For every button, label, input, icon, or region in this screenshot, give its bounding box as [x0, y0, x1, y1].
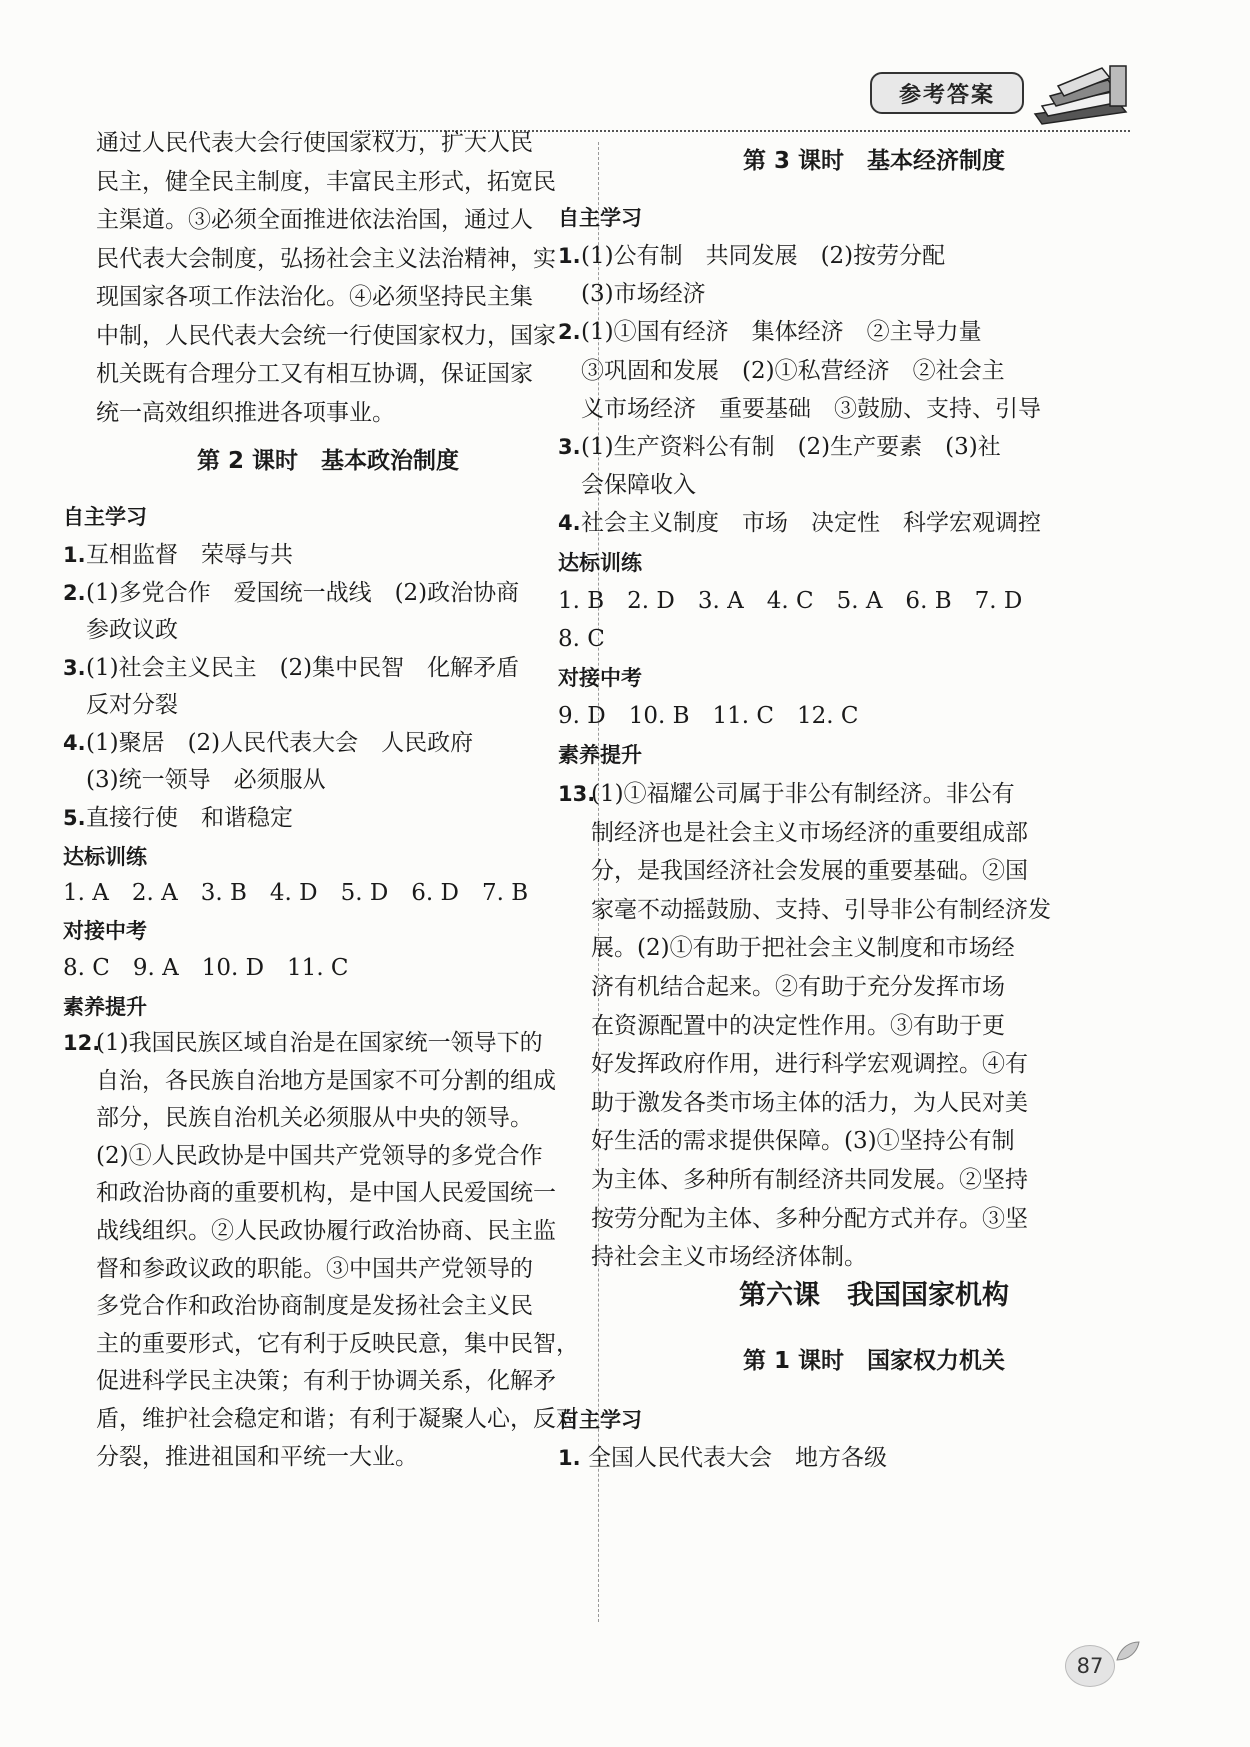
- item-text: 义市场经济 重要基础 ③鼓励、支持、引导: [581, 395, 1041, 422]
- q13-line: 制经济也是社会主义市场经济的重要组成部: [591, 819, 1028, 846]
- item-text: (1)多党合作 爱国统一战线 (2)政治协商: [86, 579, 520, 606]
- q13-line: 家毫不动摇鼓励、支持、引导非公有制经济发: [591, 896, 1051, 923]
- q12-line: 多党合作和政治协商制度是发扬社会主义民: [96, 1293, 533, 1320]
- section-zizhu-left: 自主学习: [63, 505, 147, 529]
- section-suyang-left: 素养提升: [63, 995, 147, 1019]
- item-text: 会保障收入: [581, 472, 696, 499]
- item-number: 5.: [63, 805, 86, 830]
- lesson2-title: 第 2 课时 基本政治制度: [196, 448, 460, 474]
- dabiao-answers-right-2: 8. C: [558, 626, 605, 652]
- item-text: 直接行使 和谐稳定: [86, 804, 293, 831]
- q13-line: 好发挥政府作用，进行科学宏观调控。④有: [591, 1051, 1028, 1078]
- q13-line: 为主体、多种所有制经济共同发展。②坚持: [591, 1167, 1028, 1193]
- duijie-answers-left: 8. C 9. A 10. D 11. C: [63, 955, 349, 981]
- q13-number: 13.: [558, 782, 596, 806]
- section-suyang-right: 素养提升: [558, 743, 642, 767]
- item-number: 1.: [63, 543, 86, 567]
- last-item-text: 全国人民代表大会 地方各级: [588, 1445, 887, 1471]
- leaf-icon: [1115, 1640, 1141, 1662]
- q12-line: 部分，民族自治机关必须服从中央的领导。: [96, 1105, 533, 1132]
- page-number: 87: [1065, 1645, 1115, 1687]
- item-number: 4.: [558, 511, 581, 536]
- item-number: 3.: [63, 655, 86, 680]
- answer-key-badge: 参考答案: [870, 72, 1024, 114]
- item-text: 互相监督 荣辱与共: [86, 542, 293, 568]
- last-item-number: 1.: [558, 1446, 581, 1470]
- item-text: (1)生产资料公有制 (2)生产要素 (3)社: [581, 434, 1001, 460]
- section-dabiao-left: 达标训练: [63, 845, 147, 869]
- section-dabiao-right: 达标训练: [558, 551, 642, 575]
- item-text: (3)市场经济: [581, 281, 706, 308]
- q13-line: 持社会主义市场经济体制。: [591, 1244, 867, 1271]
- item-text: (1)社会主义民主 (2)集中民智 化解矛盾: [86, 654, 520, 681]
- q13-line: 济有机结合起来。②有助于充分发挥市场: [591, 974, 1005, 1000]
- lesson3-title: 第 3 课时 基本经济制度: [742, 148, 1006, 174]
- lesson1-title: 第 1 课时 国家权力机关: [742, 1348, 1006, 1374]
- item-number: 2.: [63, 580, 86, 605]
- q13-line: 在资源配置中的决定性作用。③有助于更: [591, 1012, 1005, 1039]
- duijie-answers-right: 9. D 10. B 11. C 12. C: [558, 703, 859, 729]
- item-number: 4.: [63, 730, 86, 755]
- item-text: ③巩固和发展 (2)①私营经济 ②社会主: [581, 357, 1005, 384]
- item-text: (1)①国有经济 集体经济 ②主导力量: [581, 319, 982, 346]
- item-text: 参政议政: [86, 617, 178, 643]
- item-text: 社会主义制度 市场 决定性 科学宏观调控: [581, 510, 1041, 537]
- q13-line: 好生活的需求提供保障。(3)①坚持公有制: [591, 1128, 1015, 1155]
- q13-line: (1)①福耀公司属于非公有制经济。非公有: [591, 781, 1015, 807]
- dabiao-answers-right-1: 1. B 2. D 3. A 4. C 5. A 6. B 7. D: [558, 588, 1023, 614]
- item-number: 3.: [558, 435, 581, 459]
- section-zizhu-right-2: 自主学习: [558, 1408, 642, 1432]
- item-text: 反对分裂: [86, 692, 178, 718]
- q13-line: 助于激发各类市场主体的活力，为人民对美: [591, 1089, 1028, 1116]
- text-line: 现国家各项工作法治化。④必须坚持民主集: [96, 284, 533, 310]
- item-number: 2.: [558, 320, 581, 345]
- q12-line: 分裂，推进祖国和平统一大业。: [96, 1443, 418, 1470]
- text-line: 机关既有合理分工又有相互协调，保证国家: [96, 361, 533, 387]
- q13-line: 展。(2)①有助于把社会主义制度和市场经: [591, 935, 1015, 962]
- q12-line: 盾，维护社会稳定和谐；有利于凝聚人心，反对: [96, 1406, 579, 1432]
- section-duijie-left: 对接中考: [63, 919, 147, 943]
- q12-line: 战线组织。②人民政协履行政治协商、民主监: [96, 1218, 556, 1244]
- books-icon: [1030, 62, 1130, 126]
- q12-line: (2)①人民政协是中国共产党领导的多党合作: [96, 1142, 543, 1169]
- text-line: 主渠道。③必须全面推进依法治国，通过人: [96, 207, 533, 233]
- q12-line: 督和参政议政的职能。③中国共产党领导的: [96, 1255, 533, 1282]
- item-text: (3)统一领导 必须服从: [86, 767, 326, 793]
- q12-line: 自治，各民族自治地方是国家不可分割的组成: [96, 1067, 556, 1094]
- q12-line: 主的重要形式，它有利于反映民意，集中民智，: [96, 1330, 579, 1357]
- text-line: 通过人民代表大会行使国家权力，扩大人民: [96, 130, 533, 156]
- dabiao-answers-left: 1. A 2. A 3. B 4. D 5. D 6. D 7. B: [63, 880, 529, 906]
- text-line: 中制，人民代表大会统一行使国家权力，国家: [96, 322, 556, 349]
- chapter6-title: 第六课 我国国家机构: [739, 1280, 1009, 1311]
- item-text: (1)公有制 共同发展 (2)按劳分配: [581, 243, 946, 269]
- text-line: 民代表大会制度，弘扬社会主义法治精神，实: [96, 245, 556, 272]
- item-number: 1.: [558, 244, 581, 268]
- q13-line: 分，是我国经济社会发展的重要基础。②国: [591, 858, 1028, 885]
- q12-line: 促进科学民主决策；有利于协调关系，化解矛: [96, 1368, 556, 1395]
- q12-line: 和政治协商的重要机构，是中国人民爱国统一: [96, 1180, 556, 1207]
- q13-line: 按劳分配为主体、多种分配方式并存。③坚: [591, 1205, 1028, 1232]
- section-duijie-right: 对接中考: [558, 666, 642, 690]
- section-zizhu-right: 自主学习: [558, 206, 642, 230]
- text-line: 民主，健全民主制度，丰富民主形式，拓宽民: [96, 168, 556, 195]
- text-line: 统一高效组织推进各项事业。: [96, 399, 395, 426]
- q12-number: 12.: [63, 1031, 101, 1055]
- q12-line: (1)我国民族区域自治是在国家统一领导下的: [96, 1030, 543, 1056]
- item-text: (1)聚居 (2)人民代表大会 人民政府: [86, 729, 474, 756]
